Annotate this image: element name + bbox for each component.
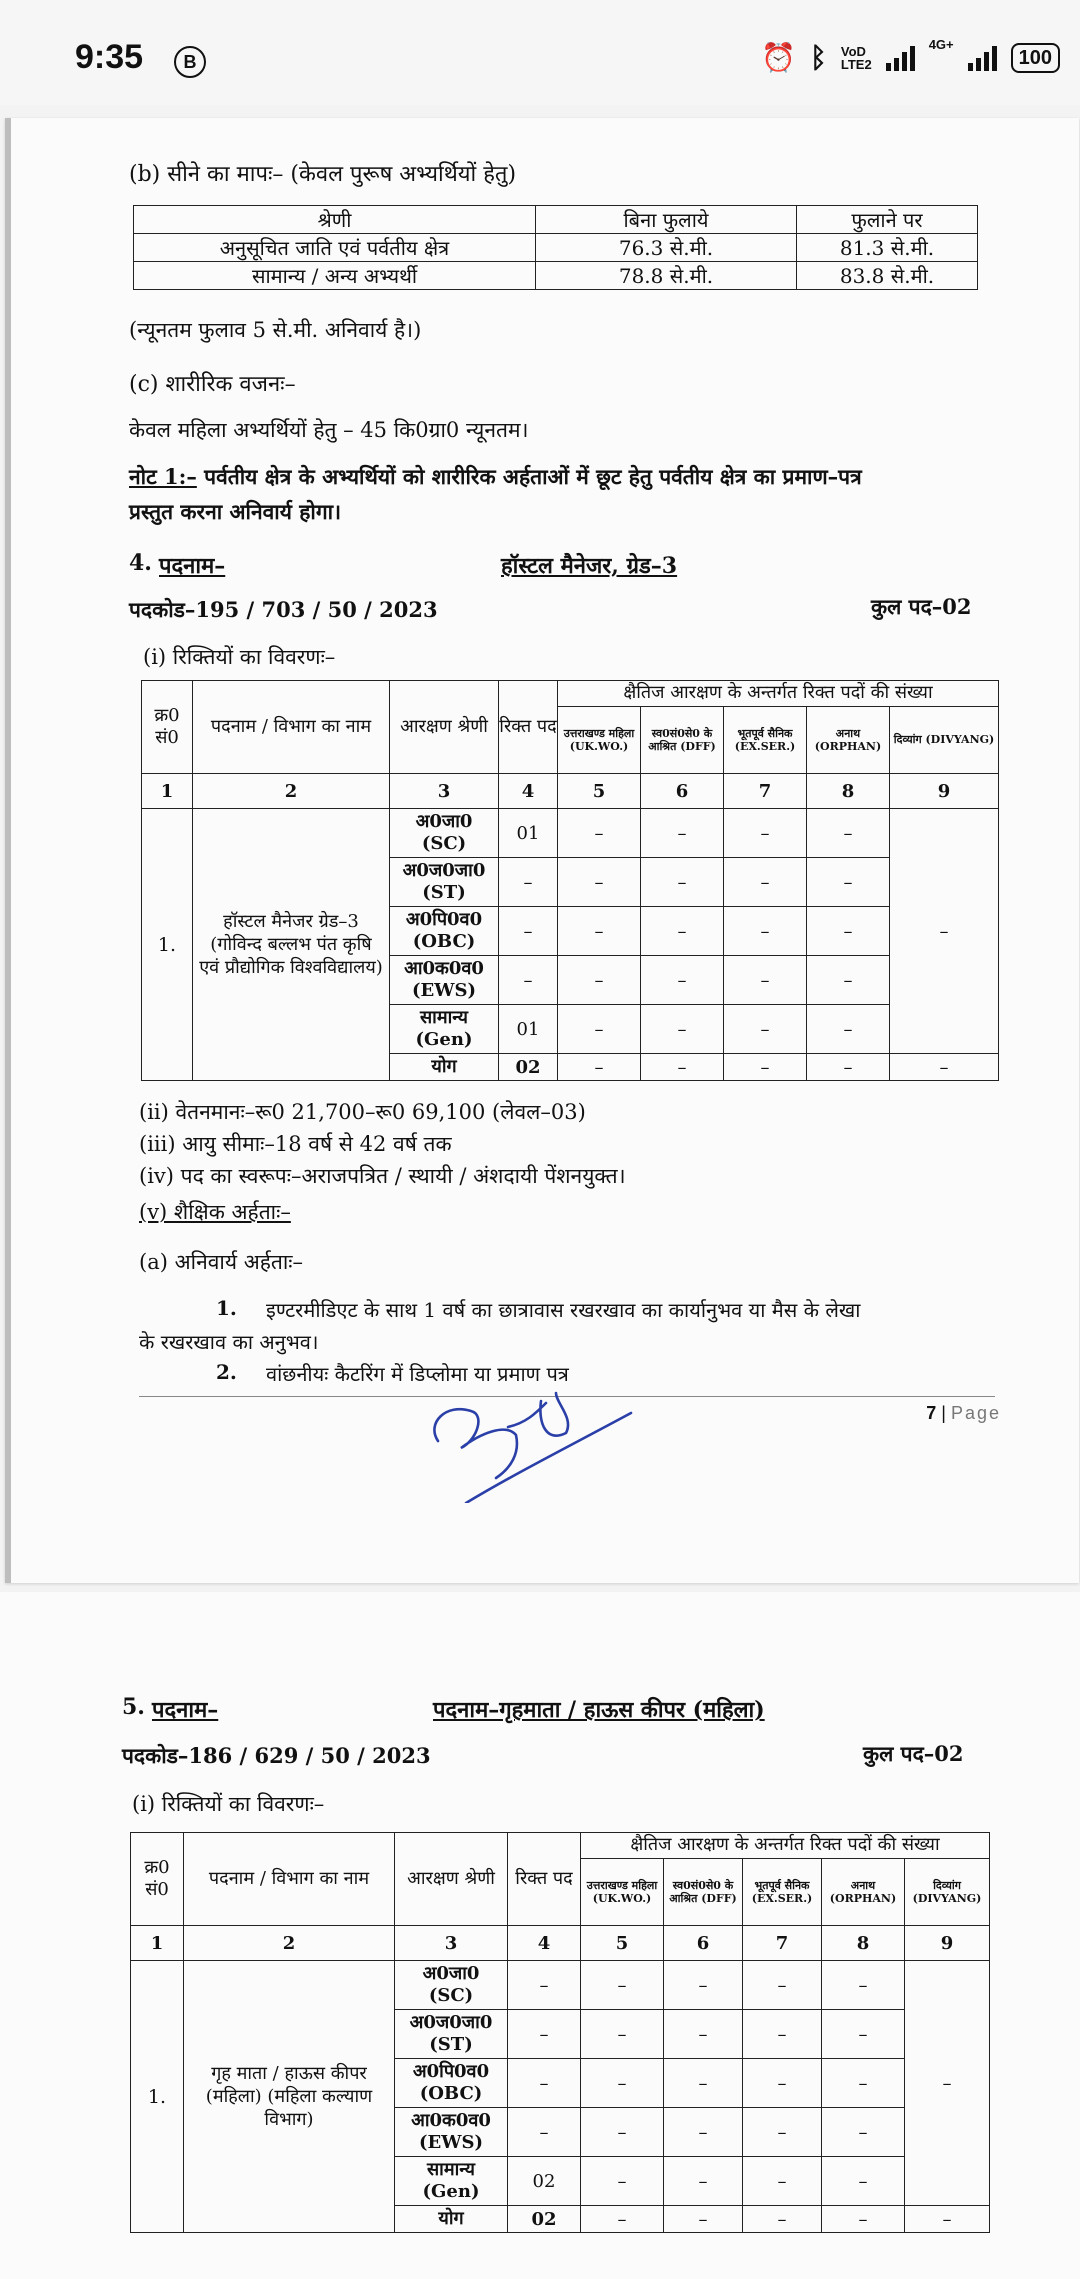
category-cell (390, 907, 499, 956)
b-badge-icon: B (174, 46, 206, 78)
note-line-2: प्रस्तुत करना अनिवार्य होगा। (129, 499, 342, 524)
table-cell: – (581, 2108, 664, 2157)
category-cell (395, 2108, 508, 2157)
table-cell: – (724, 956, 807, 1005)
category-code: (Gen) (422, 2181, 480, 2202)
post-nature: (iv) पद का स्वरूपः–अराजपत्रित / स्थायी / अंशदायी पेंशनयुक्त। (139, 1164, 626, 1188)
divyang-cell: – (905, 1961, 990, 2206)
sub-col-orphan: अनाथ (ORPHAN) (807, 706, 890, 773)
col-horizontal-header: क्षैतिज आरक्षण के अन्तर्गत रिक्त पदों की संख्या (558, 681, 999, 707)
vacancy-cell: – (499, 907, 558, 956)
table-row (131, 1833, 990, 1859)
table-cell: – (558, 907, 641, 956)
table-row (142, 681, 999, 707)
vacancy-table (130, 1832, 990, 2233)
total-posts: कुल पद–02 (871, 594, 972, 619)
col-number: 2 (193, 774, 390, 809)
category-name: अ0पि0व0 (412, 2061, 490, 2082)
volte-label-bottom: LTE2 (840, 57, 872, 72)
table-cell: अनुसूचित जाति एवं पर्वतीय क्षेत्र (134, 234, 536, 262)
status-icons (761, 38, 1060, 78)
category-cell (390, 858, 499, 907)
col-vacancy-header: रिक्त पद (508, 1833, 581, 1926)
col-number: 1 (131, 1926, 184, 1961)
col-number: 7 (724, 774, 807, 809)
col-sno-header: क्र0 सं0 (131, 1833, 184, 1926)
table-cell: – (641, 956, 724, 1005)
bluetooth-icon: ᛒ (810, 42, 827, 73)
table-cell: – (807, 809, 890, 858)
category-code: (OBC) (419, 2083, 483, 2104)
total-label: योग (395, 2206, 508, 2233)
vacancy-cell: 01 (499, 1005, 558, 1054)
sub-col-dff: स्व0सं0से0 के आश्रित (DFF) (664, 1858, 743, 1925)
table-cell: – (641, 1005, 724, 1054)
qualification-2-text: वांछनीयः कैटरिंग में डिप्लोमा या प्रमाण पत्र (266, 1362, 569, 1386)
table-cell: – (581, 2010, 664, 2059)
table-cell: – (664, 2157, 743, 2206)
col-number: 5 (581, 1926, 664, 1961)
note-1 (129, 463, 862, 491)
col-number: 4 (508, 1926, 581, 1961)
chest-table (133, 205, 978, 290)
category-name: अ0जा0 (422, 1963, 480, 1984)
table-cell: – (664, 2206, 743, 2233)
chest-header-normal: बिना फुलाये (536, 206, 797, 234)
total-vacancy: 02 (508, 2206, 581, 2233)
table-cell: – (581, 1961, 664, 2010)
category-code: (SC) (428, 1985, 474, 2006)
category-cell (390, 809, 499, 858)
total-posts: कुल पद–02 (863, 1741, 964, 1766)
category-code: (EWS) (419, 2132, 483, 2153)
category-name: आ0क0व0 (404, 958, 484, 979)
table-cell: – (807, 1005, 890, 1054)
pay-scale: (ii) वेतनमानः–रू0 21,700–रू0 69,100 (लेवल–03) (139, 1100, 586, 1124)
signal-2-icon (968, 45, 997, 71)
table-cell: – (743, 2206, 822, 2233)
category-name: अ0ज0जा0 (402, 860, 486, 881)
table-cell: – (641, 1054, 724, 1081)
total-label: योग (390, 1054, 499, 1081)
table-cell: – (724, 809, 807, 858)
vacancy-cell: – (508, 2010, 581, 2059)
post-code: पदकोड–186 / 629 / 50 / 2023 (122, 1743, 431, 1768)
qualification-1-number: 1. (216, 1296, 237, 1320)
col-number: 6 (641, 774, 724, 809)
col-number: 8 (822, 1926, 905, 1961)
table-cell: – (807, 907, 890, 956)
category-cell (395, 1961, 508, 2010)
table-cell: – (822, 2157, 905, 2206)
table-cell: – (822, 2206, 905, 2233)
category-name: सामान्य (426, 2159, 475, 2180)
table-row (142, 809, 999, 858)
category-code: (ST) (422, 882, 466, 903)
table-cell: – (581, 2206, 664, 2233)
table-cell: – (724, 907, 807, 956)
post-number: 5. (122, 1694, 145, 1720)
table-cell: – (822, 1961, 905, 2010)
category-name: सामान्य (419, 1007, 468, 1028)
vacancy-heading: (i) रिक्तियों का विवरणः– (132, 1792, 325, 1816)
weight-heading: (c) शारीरिक वजनः– (129, 372, 296, 397)
category-code: (SC) (421, 833, 467, 854)
table-row (131, 1926, 990, 1961)
alarm-icon: ⏰ (761, 42, 797, 73)
table-cell: – (905, 2206, 990, 2233)
qualification-1-line-1: इण्टरमीडिएट के साथ 1 वर्ष का छात्रावास रखरखाव का कार्यानुभव या मैस के लेखा (266, 1298, 861, 1322)
table-cell: 78.8 से.मी. (536, 262, 797, 290)
network-4g-label: 4G+ (928, 37, 954, 52)
table-cell: – (664, 2059, 743, 2108)
sub-col-divyang: दिव्यांग (DIVYANG) (905, 1858, 990, 1925)
table-cell: – (558, 1005, 641, 1054)
age-limit: (iii) आयु सीमाः–18 वर्ष से 42 वर्ष तक (139, 1132, 452, 1156)
category-cell (395, 2059, 508, 2108)
category-code: (ST) (429, 2034, 473, 2055)
vacancy-cell: 01 (499, 809, 558, 858)
page-number: 7 | Page (926, 1403, 1001, 1423)
note-label: नोट 1:– (129, 464, 197, 489)
col-number: 5 (558, 774, 641, 809)
category-code: (OBC) (412, 931, 476, 952)
table-cell: – (664, 2108, 743, 2157)
table-cell: – (581, 2059, 664, 2108)
note-line-1: पर्वतीय क्षेत्र के अभ्यर्थियों को शारीरिक अर्हताओं में छूट हेतु पर्वतीय क्षेत्र का प्रमाण–पत्र (196, 464, 862, 489)
col-number: 8 (807, 774, 890, 809)
table-cell: – (822, 2010, 905, 2059)
status-bar (0, 0, 1080, 105)
serial-number: 1. (142, 809, 193, 1081)
table-cell: 76.3 से.मी. (536, 234, 797, 262)
category-cell (395, 2157, 508, 2206)
post-label: पदनाम– (159, 553, 226, 579)
signal-icon (886, 45, 915, 71)
serial-number: 1. (131, 1961, 184, 2233)
sub-col-ukwo: उत्तराखण्ड महिला (UK.WO.) (558, 706, 641, 773)
table-cell: – (743, 2108, 822, 2157)
table-cell: – (664, 2010, 743, 2059)
table-cell: – (558, 858, 641, 907)
vacancy-cell: 02 (508, 2157, 581, 2206)
col-vacancy-header: रिक्त पद (499, 681, 558, 774)
sub-col-exser: भूतपूर्व सैनिक (EX.SER.) (724, 706, 807, 773)
table-cell: 81.3 से.मी. (797, 234, 978, 262)
volte-label-top: VoD (840, 44, 866, 59)
weight-text: केवल महिला अभ्यर्थियों हेतु – 45 कि0ग्रा0 न्यूनतम। (129, 418, 529, 442)
document-page-2 (0, 1592, 1080, 2279)
table-cell: सामान्य / अन्य अभ्यर्थी (134, 262, 536, 290)
vacancy-cell: – (499, 956, 558, 1005)
battery-icon: 100 (1011, 43, 1060, 73)
col-horizontal-header: क्षैतिज आरक्षण के अन्तर्गत रिक्त पदों की संख्या (581, 1833, 990, 1859)
col-number: 3 (390, 774, 499, 809)
table-cell: – (581, 2157, 664, 2206)
page-number-value: 7 (926, 1403, 937, 1423)
table-cell: – (641, 858, 724, 907)
vacancy-cell: – (499, 858, 558, 907)
col-number: 4 (499, 774, 558, 809)
table-cell: – (558, 1054, 641, 1081)
edu-heading: (v) शैक्षिक अर्हताः– (139, 1200, 291, 1224)
table-row (134, 262, 978, 290)
qualification-1-line-2: के रखरखाव का अनुभव। (139, 1330, 319, 1354)
col-category-header: आरक्षण श्रेणी (390, 681, 499, 774)
min-expansion-note: (न्यूनतम फुलाव 5 से.मी. अनिवार्य है।) (129, 318, 422, 342)
vacancy-cell: – (508, 2108, 581, 2157)
table-cell: – (664, 1961, 743, 2010)
mandatory-heading: (a) अनिवार्य अर्हताः– (139, 1250, 304, 1274)
table-cell: – (558, 809, 641, 858)
post-name-cell: गृह माता / हाऊस कीपर (महिला) (महिला कल्याण विभाग) (184, 1961, 395, 2233)
table-cell: – (807, 956, 890, 1005)
sub-col-ukwo: उत्तराखण्ड महिला (UK.WO.) (581, 1858, 664, 1925)
signature-image (416, 1363, 636, 1503)
table-cell: – (743, 2059, 822, 2108)
document-page-1 (5, 118, 1079, 1583)
table-cell: – (641, 809, 724, 858)
table-cell: – (641, 907, 724, 956)
table-cell: – (890, 1054, 999, 1081)
post-label: पदनाम– (152, 1697, 219, 1723)
col-number: 3 (395, 1926, 508, 1961)
category-cell (390, 956, 499, 1005)
col-number: 7 (743, 1926, 822, 1961)
table-cell: – (724, 858, 807, 907)
category-name: आ0क0व0 (411, 2110, 491, 2131)
col-number: 9 (890, 774, 999, 809)
col-number: 2 (184, 1926, 395, 1961)
table-row (134, 206, 978, 234)
post-name-cell: हॉस्टल मैनेजर ग्रेड–3 (गोविन्द बल्लभ पंत कृषि एवं प्रौद्योगिक विश्वविद्यालय) (193, 809, 390, 1081)
table-cell: – (558, 956, 641, 1005)
sub-col-exser: भूतपूर्व सैनिक (EX.SER.) (743, 1858, 822, 1925)
col-post-header: पदनाम / विभाग का नाम (184, 1833, 395, 1926)
table-cell: – (822, 2108, 905, 2157)
table-cell: – (743, 1961, 822, 2010)
table-row (131, 1961, 990, 2010)
table-cell: – (822, 2059, 905, 2108)
page-label: Page (950, 1403, 1001, 1423)
total-vacancy: 02 (499, 1054, 558, 1081)
category-code: (Gen) (415, 1029, 473, 1050)
category-name: अ0जा0 (415, 811, 473, 832)
category-name: अ0पि0व0 (405, 909, 483, 930)
chest-header-expanded: फुलाने पर (797, 206, 978, 234)
sub-col-dff: स्व0सं0से0 के आश्रित (DFF) (641, 706, 724, 773)
post-title: हॉस्टल मैनेजर, ग्रेड–3 (501, 553, 678, 579)
table-cell: – (743, 2010, 822, 2059)
col-number: 1 (142, 774, 193, 809)
table-cell: – (724, 1005, 807, 1054)
category-code: (EWS) (412, 980, 476, 1001)
chest-heading: (b) सीने का मापः– (केवल पुरूष अभ्यर्थियों हेतु) (129, 162, 517, 187)
vacancy-heading: (i) रिक्तियों का विवरणः– (143, 645, 336, 669)
table-cell: – (724, 1054, 807, 1081)
vacancy-cell: – (508, 2059, 581, 2108)
category-cell (390, 1005, 499, 1054)
sub-col-divyang: दिव्यांग (DIVYANG) (890, 706, 999, 773)
post-number: 4. (129, 550, 152, 576)
qualification-2-number: 2. (216, 1360, 237, 1384)
col-category-header: आरक्षण श्रेणी (395, 1833, 508, 1926)
status-time: 9:35 (75, 38, 144, 76)
category-name: अ0ज0जा0 (409, 2012, 493, 2033)
table-cell: – (743, 2157, 822, 2206)
vacancy-table (141, 680, 999, 1081)
col-sno-header: क्र0 सं0 (142, 681, 193, 774)
col-number: 9 (905, 1926, 990, 1961)
table-row (142, 774, 999, 809)
col-number: 6 (664, 1926, 743, 1961)
table-cell: – (807, 1054, 890, 1081)
chest-header-category: श्रेणी (134, 206, 536, 234)
category-cell (395, 2010, 508, 2059)
table-cell: 83.8 से.मी. (797, 262, 978, 290)
post-code: पदकोड–195 / 703 / 50 / 2023 (129, 597, 438, 622)
table-row (134, 234, 978, 262)
divyang-cell: – (890, 809, 999, 1054)
sub-col-orphan: अनाथ (ORPHAN) (822, 1858, 905, 1925)
col-post-header: पदनाम / विभाग का नाम (193, 681, 390, 774)
table-cell: – (807, 858, 890, 907)
vacancy-cell: – (508, 1961, 581, 2010)
post-title: पदनाम–गृहमाता / हाऊस कीपर (महिला) (433, 1697, 765, 1723)
volte-icon (841, 45, 872, 71)
